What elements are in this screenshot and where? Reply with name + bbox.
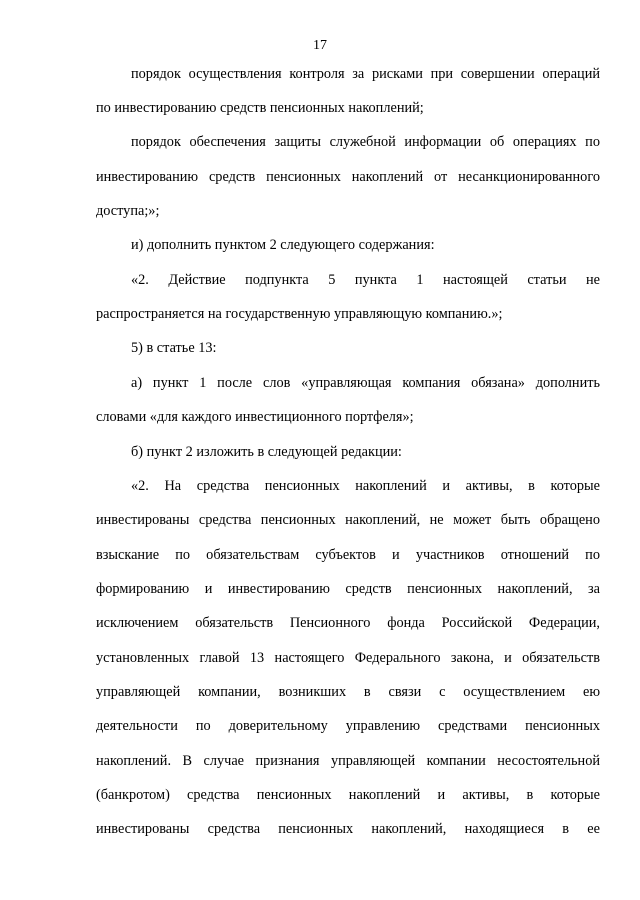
text-line: и) дополнить пунктом 2 следующего содержания: [131,237,435,253]
text-line: «2. На средства пенсионных накоплений и активы, в которые [131,478,600,494]
text-line: (банкротом) средства пенсионных накоплений и активы, в которые [96,787,600,803]
text-line: а) пункт 1 после слов «управляющая компания обязана» дополнить [131,375,600,391]
text-line: накоплений. В случае признания управляющей компании несостоятельной [96,753,600,769]
text-line: распространяется на государственную управляющую компанию.»; [96,306,503,322]
page-number: 17 [313,38,327,53]
text-line: доступа;»; [96,203,160,219]
text-line: б) пункт 2 изложить в следующей редакции: [131,444,402,460]
text-line: порядок осуществления контроля за рисками при совершении операций [131,66,600,82]
text-line: инвестированы средства пенсионных накоплений, не может быть обращено [96,512,600,528]
text-line: словами «для каждого инвестиционного портфеля»; [96,409,414,425]
text-line: формированию и инвестированию средств пенсионных накоплений, за [96,581,600,597]
text-line: по инвестированию средств пенсионных накоплений; [96,100,424,116]
text-line: взыскание по обязательствам субъектов и участников отношений по [96,547,600,563]
text-line: деятельности по доверительному управлению средствами пенсионных [96,718,600,734]
text-line: управляющей компании, возникших в связи с осуществлением ею [96,684,600,700]
text-line: «2. Действие подпункта 5 пункта 1 настоящей статьи не [131,272,600,288]
text-line: инвестированы средства пенсионных накоплений, находящиеся в ее [96,821,600,837]
text-line: 5) в статье 13: [131,340,217,356]
text-line: установленных главой 13 настоящего Федерального закона, и обязательств [96,650,600,666]
text-line: порядок обеспечения защиты служебной информации об операциях по [131,134,600,150]
text-line: инвестированию средств пенсионных накоплений от несанкционированного [96,169,600,185]
text-line: исключением обязательств Пенсионного фонда Российской Федерации, [96,615,600,631]
